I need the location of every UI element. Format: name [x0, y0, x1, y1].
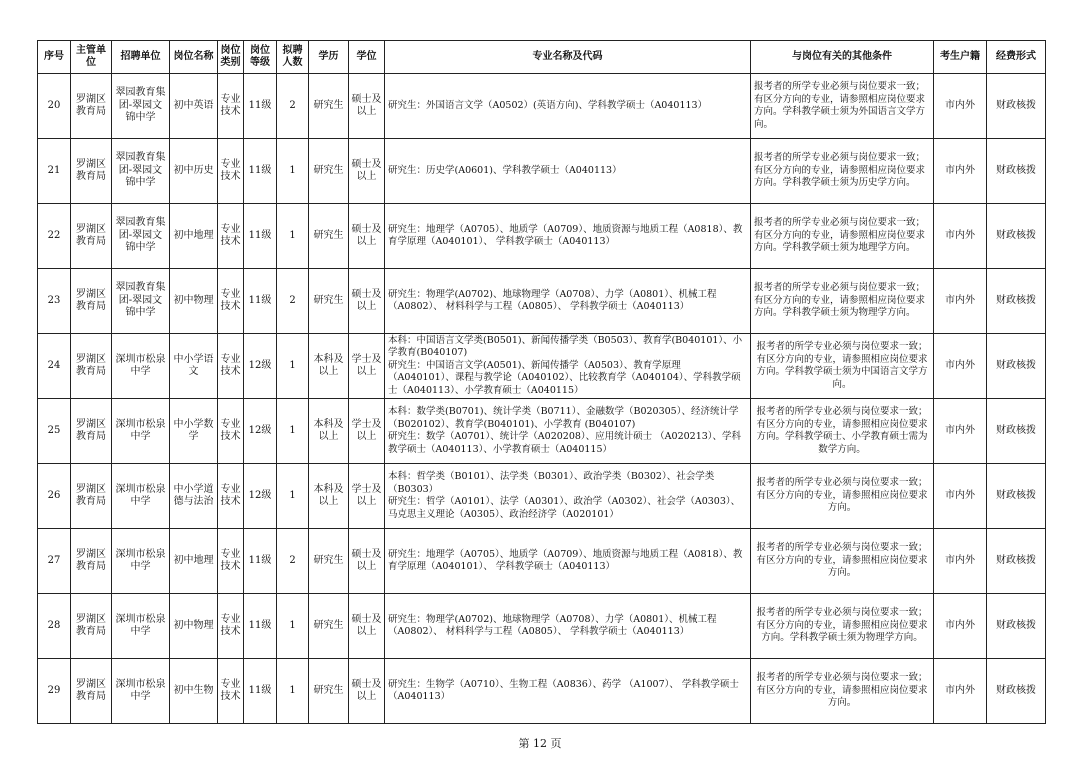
- row-number-cell: 22: [38, 204, 71, 269]
- funding-cell: 财政核拨: [987, 464, 1046, 529]
- hiring-unit-cell: 深圳市松泉中学: [112, 334, 170, 399]
- post-level-cell: 11级: [244, 529, 277, 594]
- funding-cell: 财政核拨: [987, 659, 1046, 724]
- header-cell: 岗位名称: [170, 41, 218, 74]
- degree-cell: 学士及以上: [349, 334, 385, 399]
- post-level-cell: 12级: [244, 464, 277, 529]
- department-cell: 罗湖区教育局: [71, 139, 112, 204]
- post-name-cell: 初中地理: [170, 529, 218, 594]
- row-number-cell: 20: [38, 74, 71, 139]
- table-row: [38, 659, 1046, 724]
- major-line: 研究生：地理学（A0705）、地质学（A0709）、地质资源与地质工程（A0818）、教育学原理（A040101）、 学科教学硕士（A040113）: [388, 223, 743, 247]
- hukou-cell: 市内外: [934, 269, 987, 334]
- header-cell: 序号: [38, 41, 71, 74]
- post-name-cell: 初中物理: [170, 594, 218, 659]
- post-type-cell: 专业技术: [218, 594, 244, 659]
- education-cell: 本科及以上: [309, 334, 349, 399]
- table-row: [38, 334, 1046, 399]
- hukou-cell: 市内外: [934, 399, 987, 464]
- department-cell: 罗湖区教育局: [71, 204, 112, 269]
- condition-cell: 报考者的所学专业必须与岗位要求一致；有区分方向的专业，请参照相应岗位要求方向。: [751, 659, 934, 724]
- hiring-unit-cell: 翠园教育集团-翠园文锦中学: [112, 204, 170, 269]
- department-cell: 罗湖区教育局: [71, 529, 112, 594]
- headcount-cell: 1: [277, 659, 309, 724]
- condition-cell: 报考者的所学专业必须与岗位要求一致；有区分方向的专业，请参照相应岗位要求方向。学科教学硕士须为物理学方向。: [751, 594, 934, 659]
- table-row: [38, 269, 1046, 334]
- post-type-cell: 专业技术: [218, 74, 244, 139]
- hukou-cell: 市内外: [934, 139, 987, 204]
- education-cell: 研究生: [309, 139, 349, 204]
- condition-cell: 报考者的所学专业必须与岗位要求一致；有区分方向的专业，请参照相应岗位要求方向。: [751, 464, 934, 529]
- condition-cell: 报考者的所学专业必须与岗位要求一致；有区分方向的专业，请参照相应岗位要求方向。学科教学硕士须为历史学方向。: [751, 139, 934, 204]
- post-level-cell: 11级: [244, 74, 277, 139]
- education-cell: 研究生: [309, 74, 349, 139]
- hiring-unit-cell: 深圳市松泉中学: [112, 594, 170, 659]
- header-cell: 考生户籍: [934, 41, 987, 74]
- degree-cell: 硕士及以上: [349, 74, 385, 139]
- funding-cell: 财政核拨: [987, 269, 1046, 334]
- recruitment-table: [37, 40, 1046, 724]
- header-cell: 主管单位: [71, 41, 112, 74]
- page-number: 第 12 页: [518, 737, 562, 750]
- post-level-cell: 11级: [244, 269, 277, 334]
- department-cell: 罗湖区教育局: [71, 659, 112, 724]
- headcount-cell: 1: [277, 464, 309, 529]
- row-number-cell: 26: [38, 464, 71, 529]
- major-cell: [385, 269, 751, 334]
- post-name-cell: 初中生物: [170, 659, 218, 724]
- major-cell: [385, 464, 751, 529]
- education-cell: 研究生: [309, 594, 349, 659]
- row-number-cell: 24: [38, 334, 71, 399]
- department-cell: 罗湖区教育局: [71, 74, 112, 139]
- hiring-unit-cell: 深圳市松泉中学: [112, 659, 170, 724]
- table-row: [38, 594, 1046, 659]
- post-level-cell: 11级: [244, 139, 277, 204]
- header-cell: 招聘单位: [112, 41, 170, 74]
- hiring-unit-cell: 翠园教育集团-翠园文锦中学: [112, 139, 170, 204]
- education-cell: 本科及以上: [309, 464, 349, 529]
- major-line: 研究生：哲学（A0101）、法学（A0301）、政治学（A0302）、社会学（A0303）、马克思主义理论（A0305）、政治经济学（A020101）: [388, 496, 741, 520]
- department-cell: 罗湖区教育局: [71, 594, 112, 659]
- department-cell: 罗湖区教育局: [71, 399, 112, 464]
- table-row: [38, 74, 1046, 139]
- major-cell: [385, 659, 751, 724]
- post-level-cell: 11级: [244, 204, 277, 269]
- hiring-unit-cell: 翠园教育集团-翠园文锦中学: [112, 269, 170, 334]
- header-cell: 岗位类别: [218, 41, 244, 74]
- post-name-cell: 初中英语: [170, 74, 218, 139]
- header-cell: 专业名称及代码: [385, 41, 751, 74]
- education-cell: 研究生: [309, 269, 349, 334]
- row-number-cell: 21: [38, 139, 71, 204]
- major-cell: [385, 74, 751, 139]
- department-cell: 罗湖区教育局: [71, 334, 112, 399]
- post-name-cell: 中小学道德与法治: [170, 464, 218, 529]
- major-cell: [385, 139, 751, 204]
- row-number-cell: 23: [38, 269, 71, 334]
- post-level-cell: 11级: [244, 594, 277, 659]
- condition-cell: 报考者的所学专业必须与岗位要求一致；有区分方向的专业，请参照相应岗位要求方向。学科教学硕士须为地理学方向。: [751, 204, 934, 269]
- table-row: [38, 204, 1046, 269]
- post-type-cell: 专业技术: [218, 204, 244, 269]
- hiring-unit-cell: 深圳市松泉中学: [112, 529, 170, 594]
- header-cell: 学历: [309, 41, 349, 74]
- major-line: 研究生：外国语言文学（A0502）(英语方向)、学科教学硕士（A040113）: [388, 99, 708, 111]
- department-cell: 罗湖区教育局: [71, 269, 112, 334]
- hukou-cell: 市内外: [934, 529, 987, 594]
- hukou-cell: 市内外: [934, 594, 987, 659]
- major-line: 研究生：物理学(A0702)、地球物理学（A0708）、力学（A0801）、机械工程（A0802）、 材料科学与工程（A0805）、 学科教学硕士（A040113）: [388, 288, 717, 312]
- funding-cell: 财政核拨: [987, 529, 1046, 594]
- headcount-cell: 2: [277, 74, 309, 139]
- post-type-cell: 专业技术: [218, 399, 244, 464]
- major-line: 本科：数学类(B0701)、统计学类（B0711）、金融数学（B020305）、经济统计学（B020102）、教育学(B040101)、小学教育 (B040107): [388, 406, 739, 430]
- headcount-cell: 1: [277, 334, 309, 399]
- post-level-cell: 12级: [244, 399, 277, 464]
- table-row: [38, 399, 1046, 464]
- post-name-cell: 初中物理: [170, 269, 218, 334]
- post-level-cell: 12级: [244, 334, 277, 399]
- header-row: [38, 41, 1046, 74]
- post-type-cell: 专业技术: [218, 269, 244, 334]
- department-cell: 罗湖区教育局: [71, 464, 112, 529]
- table-row: [38, 464, 1046, 529]
- education-cell: 本科及以上: [309, 399, 349, 464]
- hiring-unit-cell: 深圳市松泉中学: [112, 399, 170, 464]
- major-line: 本科：中国语言文学类(B0501)、新闻传播学类（B0503）、教育学(B040101）、小学教育(B040107): [388, 334, 743, 359]
- degree-cell: 学士及以上: [349, 464, 385, 529]
- headcount-cell: 1: [277, 594, 309, 659]
- education-cell: 研究生: [309, 659, 349, 724]
- post-name-cell: 中小学语文: [170, 334, 218, 399]
- header-cell: 经费形式: [987, 41, 1046, 74]
- funding-cell: 财政核拨: [987, 334, 1046, 399]
- post-name-cell: 中小学数学: [170, 399, 218, 464]
- degree-cell: 硕士及以上: [349, 269, 385, 334]
- header-cell: 拟聘人数: [277, 41, 309, 74]
- row-number-cell: 27: [38, 529, 71, 594]
- funding-cell: 财政核拨: [987, 399, 1046, 464]
- major-line: 研究生：物理学(A0702)、地球物理学（A0708）、力学（A0801）、机械工程（A0802）、 材料科学与工程（A0805）、 学科教学硕士（A040113）: [388, 613, 717, 637]
- major-line: 研究生：地理学（A0705）、地质学（A0709）、地质资源与地质工程（A0818）、教育学原理（A040101）、 学科教学硕士（A040113）: [388, 548, 743, 572]
- major-line: 研究生：数学（A0701）、统计学（A020208）、应用统计硕士 （A020213）、学科教学硕士（A040113）、小学教育硕士（A040115）: [388, 431, 742, 455]
- condition-cell: 报考者的所学专业必须与岗位要求一致；有区分方向的专业，请参照相应岗位要求方向。学科教学硕士须为中国语言文学方向。: [751, 334, 934, 399]
- headcount-cell: 2: [277, 529, 309, 594]
- hukou-cell: 市内外: [934, 204, 987, 269]
- row-number-cell: 29: [38, 659, 71, 724]
- degree-cell: 学士及以上: [349, 399, 385, 464]
- post-level-cell: 11级: [244, 659, 277, 724]
- major-cell: [385, 334, 751, 399]
- major-cell: [385, 529, 751, 594]
- condition-cell: 报考者的所学专业必须与岗位要求一致；有区分方向的专业，请参照相应岗位要求方向。: [751, 529, 934, 594]
- major-line: 研究生：历史学(A0601)、学科教学硕士（A040113）: [388, 164, 622, 176]
- post-type-cell: 专业技术: [218, 529, 244, 594]
- funding-cell: 财政核拨: [987, 74, 1046, 139]
- post-name-cell: 初中历史: [170, 139, 218, 204]
- funding-cell: 财政核拨: [987, 594, 1046, 659]
- post-type-cell: 专业技术: [218, 139, 244, 204]
- header-cell: 与岗位有关的其他条件: [751, 41, 934, 74]
- degree-cell: 硕士及以上: [349, 529, 385, 594]
- headcount-cell: 1: [277, 399, 309, 464]
- post-type-cell: 专业技术: [218, 659, 244, 724]
- table-row: [38, 139, 1046, 204]
- hiring-unit-cell: 深圳市松泉中学: [112, 464, 170, 529]
- major-line: 本科：哲学类（B0101）、法学类（B0301）、政治学类（B0302）、社会学类（B0303）: [388, 471, 715, 495]
- major-cell: [385, 399, 751, 464]
- major-cell: [385, 204, 751, 269]
- hukou-cell: 市内外: [934, 334, 987, 399]
- headcount-cell: 2: [277, 269, 309, 334]
- post-name-cell: 初中地理: [170, 204, 218, 269]
- degree-cell: 硕士及以上: [349, 139, 385, 204]
- header-cell: 学位: [349, 41, 385, 74]
- header-cell: 岗位等级: [244, 41, 277, 74]
- table-row: [38, 529, 1046, 594]
- degree-cell: 硕士及以上: [349, 659, 385, 724]
- condition-cell: 报考者的所学专业必须与岗位要求一致；有区分方向的专业，请参照相应岗位要求方向。学科教学硕士须为外国语言文学方向。: [751, 74, 934, 139]
- headcount-cell: 1: [277, 139, 309, 204]
- row-number-cell: 28: [38, 594, 71, 659]
- condition-cell: 报考者的所学专业必须与岗位要求一致；有区分方向的专业，请参照相应岗位要求方向。学科教学硕士、小学教育硕士需为数学方向。: [751, 399, 934, 464]
- hukou-cell: 市内外: [934, 464, 987, 529]
- education-cell: 研究生: [309, 204, 349, 269]
- degree-cell: 硕士及以上: [349, 594, 385, 659]
- headcount-cell: 1: [277, 204, 309, 269]
- major-line: 研究生：生物学（A0710）、生物工程（A0836）、药学 （A1007）、 学科教学硕士（A040113）: [388, 678, 739, 702]
- funding-cell: 财政核拨: [987, 204, 1046, 269]
- condition-cell: 报考者的所学专业必须与岗位要求一致；有区分方向的专业，请参照相应岗位要求方向。学科教学硕士须为物理学方向。: [751, 269, 934, 334]
- hukou-cell: 市内外: [934, 659, 987, 724]
- row-number-cell: 25: [38, 399, 71, 464]
- post-type-cell: 专业技术: [218, 334, 244, 399]
- degree-cell: 硕士及以上: [349, 204, 385, 269]
- hukou-cell: 市内外: [934, 74, 987, 139]
- post-type-cell: 专业技术: [218, 464, 244, 529]
- funding-cell: 财政核拨: [987, 139, 1046, 204]
- major-line: 研究生：中国语言文学(A0501)、新闻传播学（A0503）、教育学原理（A040101）、课程与教学论（A040102）、比较教育学（A040104）、学科教学硕士（A040113）、小学教育硕士（A040115）: [388, 359, 741, 396]
- education-cell: 研究生: [309, 529, 349, 594]
- major-cell: [385, 594, 751, 659]
- hiring-unit-cell: 翠园教育集团-翠园文锦中学: [112, 74, 170, 139]
